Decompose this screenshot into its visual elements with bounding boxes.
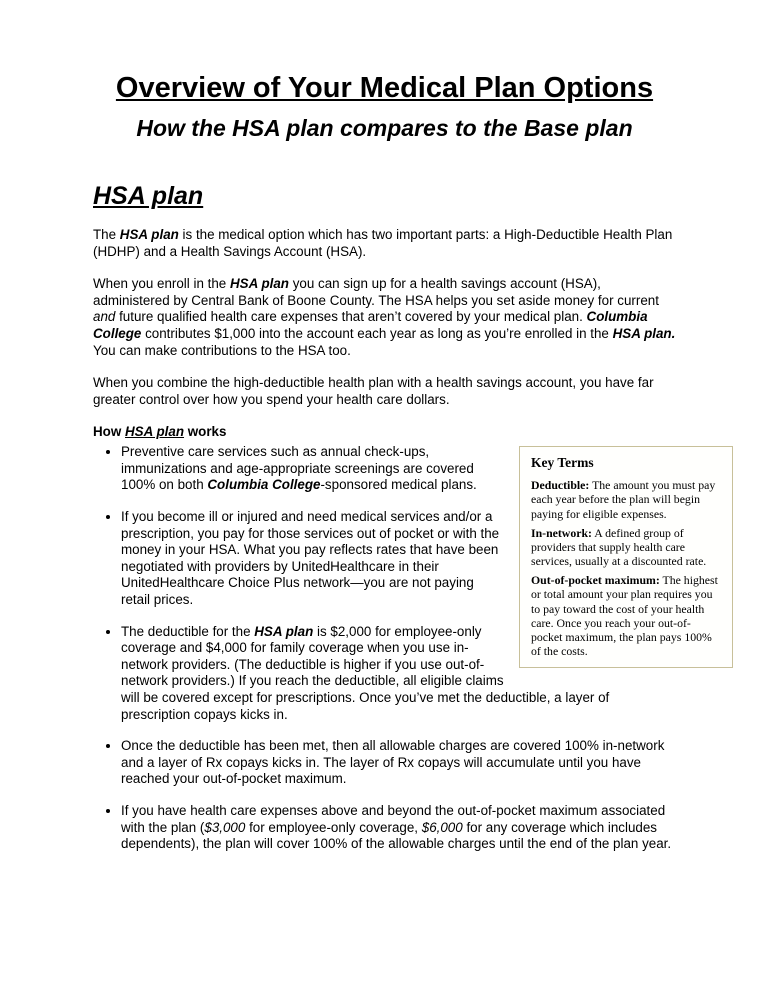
paragraph-hsa-control: When you combine the high-deductible health plan with a health savings account, you have far greater control over how you spend your health care dollars. (93, 375, 654, 407)
key-term-deductible (531, 478, 721, 520)
how-it-works-heading: How HSA plan works (93, 424, 227, 440)
key-terms-title: Key Terms (531, 455, 594, 471)
paragraph-hsa-intro: The HSA plan is the medical option which has two important parts: a High-Deductible Health Plan (HDHP) and a Health Savings Account (HSA). (93, 227, 673, 259)
key-terms-box (519, 446, 733, 668)
key-term-label: Out-of-pocket maximum: (531, 573, 660, 588)
page-title: Overview of Your Medical Plan Options (115, 72, 654, 104)
page-subtitle: How the HSA plan compares to the Base plan (136, 115, 633, 141)
key-term-definition: The highest or total amount your plan requires you to pay toward the cost of your health care. Once you reach your out-of-pocket maximum, the plan pays 100% of the costs. (531, 573, 718, 658)
bullet-preventive-care: • Preventive care services such as annual check-ups, immunizations and age-appropriate screenings are covered 100% on both Columbia College-sponsored medical plans. (121, 444, 676, 494)
bullet-out-of-pocket: • If you have health care expenses above and beyond the out-of-pocket maximum associated with the plan ($3,000 for employee-only coverage, $6,000 for any coverage which includes dependents), the plan will cover 100% of the allowable charges until the end of the plan year. (121, 803, 676, 853)
key-term-out-of-pocket-maximum (531, 573, 721, 658)
section-heading-hsa-plan: HSA plan (93, 182, 204, 210)
bullet-rx-copays: • Once the deductible has been met, then all allowable charges are covered 100% in-network and a layer of Rx copays kicks in. The layer of Rx copays will accumulate until you have reached your out-of-pocket maximum. (121, 738, 676, 788)
paragraph-hsa-enrollment: When you enroll in the HSA plan you can sign up for a health savings account (HSA), administered by Central Bank of Boone County. The HSA helps you set aside money for current and future qualified health care expenses that aren’t covered by your medical plan. Columbia College contributes $1,000 into the account each year as long as you’re enrolled in the HSA plan. You can make contributions to the HSA too. (93, 276, 676, 358)
key-term-in-network (531, 526, 721, 568)
bullet-deductible: • The deductible for the HSA plan is $2,000 for employee-only coverage and $4,000 for family coverage when you use in-network providers. (The deductible is higher if you use out-of-network providers.) If you reach the deductible, all eligible claims will be covered except for prescriptions. Once you’ve met the deductible, a layer of prescription copays kicks in. (121, 624, 676, 724)
key-term-label: In-network: (531, 525, 592, 540)
key-term-definition: A defined group of providers that supply health care services, usually at a discounted rate. (531, 525, 707, 569)
bullet-medical-services: • If you become ill or injured and need medical services and/or a prescription, you pay for those services out of pocket or with the money in your HSA. What you pay reflects rates that have been negotiated with providers by UnitedHealthcare in their UnitedHealthcare Choice Plus network—you are not paying retail prices. (121, 509, 676, 609)
key-term-label: Deductible: (531, 478, 590, 493)
key-term-definition: The amount you must pay each year before the plan will begin paying for eligible expenses. (531, 478, 716, 521)
